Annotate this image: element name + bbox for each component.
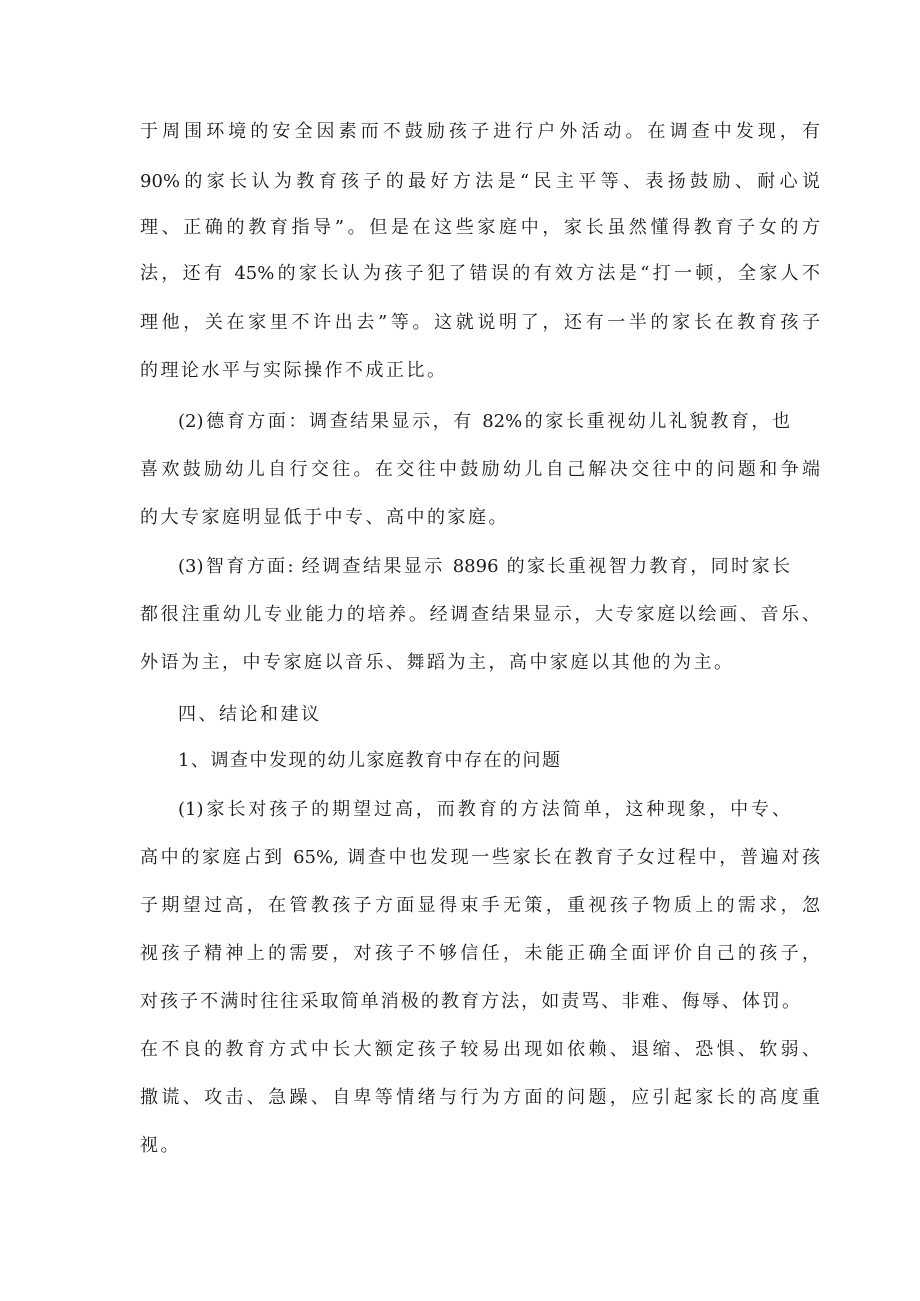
paragraph-line: 理、正确的教育指导”。但是在这些家庭中，家长虽然懂得教育子女的方 (140, 217, 820, 238)
paragraph-line: (1)家长对孩子的期望过高，而教育的方法简单，这种现象，中专、 (178, 799, 790, 820)
paragraph-line: 高中的家庭占到 65%, 调查中也发现一些家长在教育子女过程中，普遍对孩 (140, 847, 820, 868)
paragraph-line: 对孩子不满时往往采取简单消极的教育方法，如责骂、非难、侮辱、体罚。 (140, 991, 800, 1012)
paragraph-line: 撒谎、攻击、急躁、自卑等情绪与行为方面的问题，应引起家长的高度重 (140, 1087, 820, 1108)
paragraph-line: 子期望过高，在管教孩子方面显得束手无策，重视孩子物质上的需求，忽 (140, 895, 820, 916)
paragraph-line: (3)智育方面: 经调查结果显示 8896 的家长重视智力教育，同时家长 (178, 556, 790, 577)
paragraph-line: 视孩子精神上的需要，对孩子不够信任，未能正确全面评价自己的孩子， (140, 943, 820, 964)
paragraph-line: 90%的家长认为教育孩子的最好方法是“民主平等、表扬鼓励、耐心说 (140, 171, 820, 192)
paragraph-line: (2)德育方面：调查结果显示，有 82%的家长重视幼儿礼貌教育，也 (178, 411, 790, 432)
paragraph-line: 法，还有 45%的家长认为孩子犯了错误的有效方法是“打一顿，全家人不 (140, 263, 820, 284)
paragraph-line: 都很注重幼儿专业能力的培养。经调查结果显示，大专家庭以绘画、音乐、 (140, 604, 820, 625)
paragraph-line: 在不良的教育方式中长大额定孩子较易出现如依赖、退缩、恐惧、软弱、 (140, 1039, 820, 1060)
subsection-heading: 1、调查中发现的幼儿家庭教育中存在的问题 (178, 750, 562, 771)
paragraph-line: 视。 (140, 1135, 181, 1156)
paragraph-line: 于周围环境的安全因素而不鼓励孩子进行户外活动。在调查中发现，有 (140, 121, 820, 142)
paragraph-line: 喜欢鼓励幼儿自行交往。在交往中鼓励幼儿自己解决交往中的问题和争端 (140, 459, 820, 480)
paragraph-line: 理他，关在家里不许出去”等。这就说明了，还有一半的家长在教育孩子 (140, 312, 820, 333)
paragraph-line: 的大专家庭明显低于中专、高中的家庭。 (140, 507, 509, 528)
paragraph-line: 外语为主，中专家庭以音乐、舞蹈为主，高中家庭以其他的为主。 (140, 652, 735, 673)
section-heading: 四、结论和建议 (178, 704, 322, 725)
paragraph-line: 的理论水平与实际操作不成正比。 (140, 360, 448, 381)
